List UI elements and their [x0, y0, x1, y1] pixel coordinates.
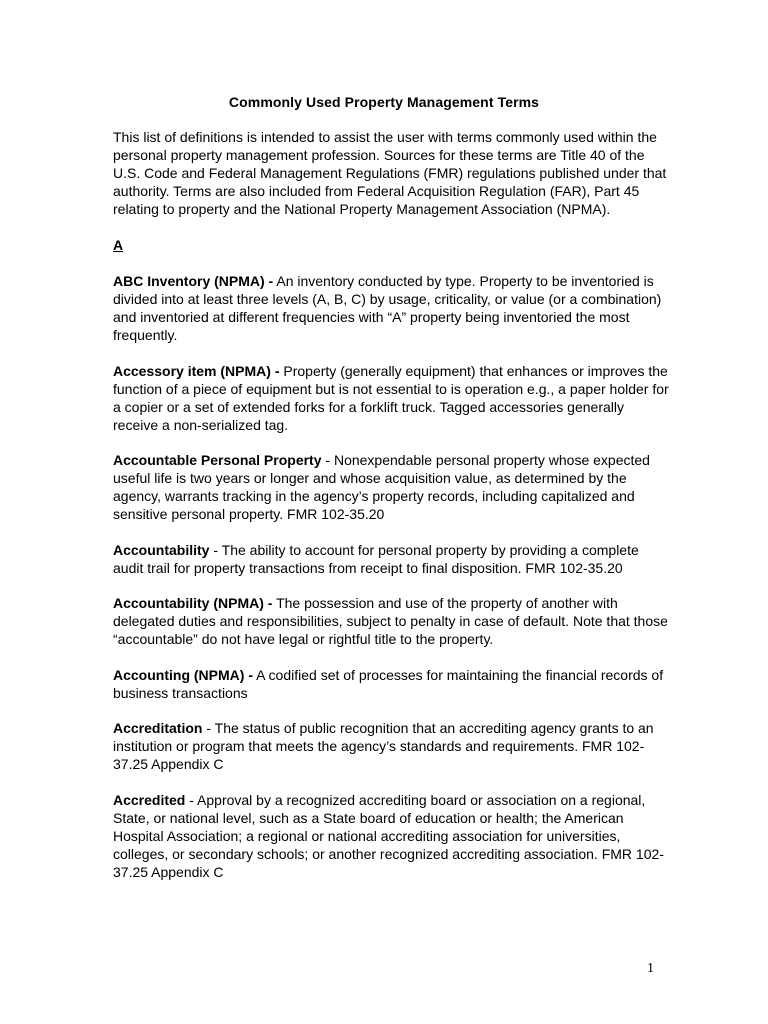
entry-term: Accounting (NPMA) -: [113, 666, 253, 683]
entry-term: ABC Inventory (NPMA) -: [113, 273, 274, 289]
glossary-entry: [113, 362, 673, 434]
glossary-entry: [113, 791, 673, 881]
entry-definition: - The ability to account for personal property by providing a complete audit trail for property transactions from receipt to final disposition. FMR 102-35.20: [113, 541, 639, 576]
glossary-entry: [113, 594, 673, 648]
glossary-entry: [113, 541, 673, 577]
section-heading-a: A: [113, 237, 124, 253]
entry-term: Accreditation: [113, 720, 203, 736]
entry-term: Accountability (NPMA) -: [113, 595, 273, 611]
entry-definition: Property (generally equipment) that enhances or improves the function of a piece of equipment but is not essential to is operation e.g., a paper holder for a copier or a set of extended forks for a forklift truck. Tagged accessories generally receive a non-serialized tag.: [113, 362, 669, 433]
entry-definition: The possession and use of the property of another with delegated duties and responsibilities, subject to penalty in case of default. Note that those “accountable” do not have legal or rightful title to the property.: [113, 595, 668, 647]
intro-paragraph: This list of definitions is intended to assist the user with terms commonly used within the personal property management profession. Sources for these terms are Title 40 of the U.S. Code and Federal Management Regulations (FMR) regulations published under that authority. Terms are also included from Federal Acquisition Regulation (FAR), Part 45 relating to property and the National Property Management Association (NPMA).: [113, 129, 667, 217]
entry-definition: - The status of public recognition that an accrediting agency grants to an institution or program that meets the agency’s standards and requirements. FMR 102-37.25 Appendix C: [113, 720, 654, 772]
entry-term: Accredited: [113, 791, 186, 808]
glossary-entry: [113, 451, 673, 523]
document-title: Commonly Used Property Management Terms: [228, 94, 540, 110]
glossary-entry: [113, 272, 673, 344]
entry-term: Accountability: [113, 541, 210, 558]
glossary-entry: [113, 719, 673, 773]
document-body: [113, 128, 673, 898]
entry-definition: An inventory conducted by type. Property to be inventoried is divided into at least three levels (A, B, C) by usage, criticality, or value (or a combination) and inventoried at different frequencies with “A” property being inventoried the most frequently.: [113, 273, 662, 343]
entry-definition: - Nonexpendable personal property whose expected useful life is two years or longer and whose acquisition value, as determined by the agency, warrants tracking in the agency’s property records, including capitalized and sensitive personal property. FMR 102-35.20: [113, 452, 650, 522]
entry-definition: - Approval by a recognized accrediting board or association on a regional, State, or national level, such as a State board of education or health; the American Hospital Association; a regional or national accrediting association for universities, colleges, or secondary schools; or another recognized accrediting association. FMR 102-37.25 Appendix C: [113, 791, 664, 880]
glossary-entry: [113, 666, 673, 702]
entry-term: Accountable Personal Property: [113, 452, 322, 468]
entry-term: Accessory item (NPMA) -: [113, 362, 280, 379]
entry-definition: A codified set of processes for maintaining the financial records of business transactions: [113, 666, 664, 701]
page-number: 1: [647, 961, 654, 976]
